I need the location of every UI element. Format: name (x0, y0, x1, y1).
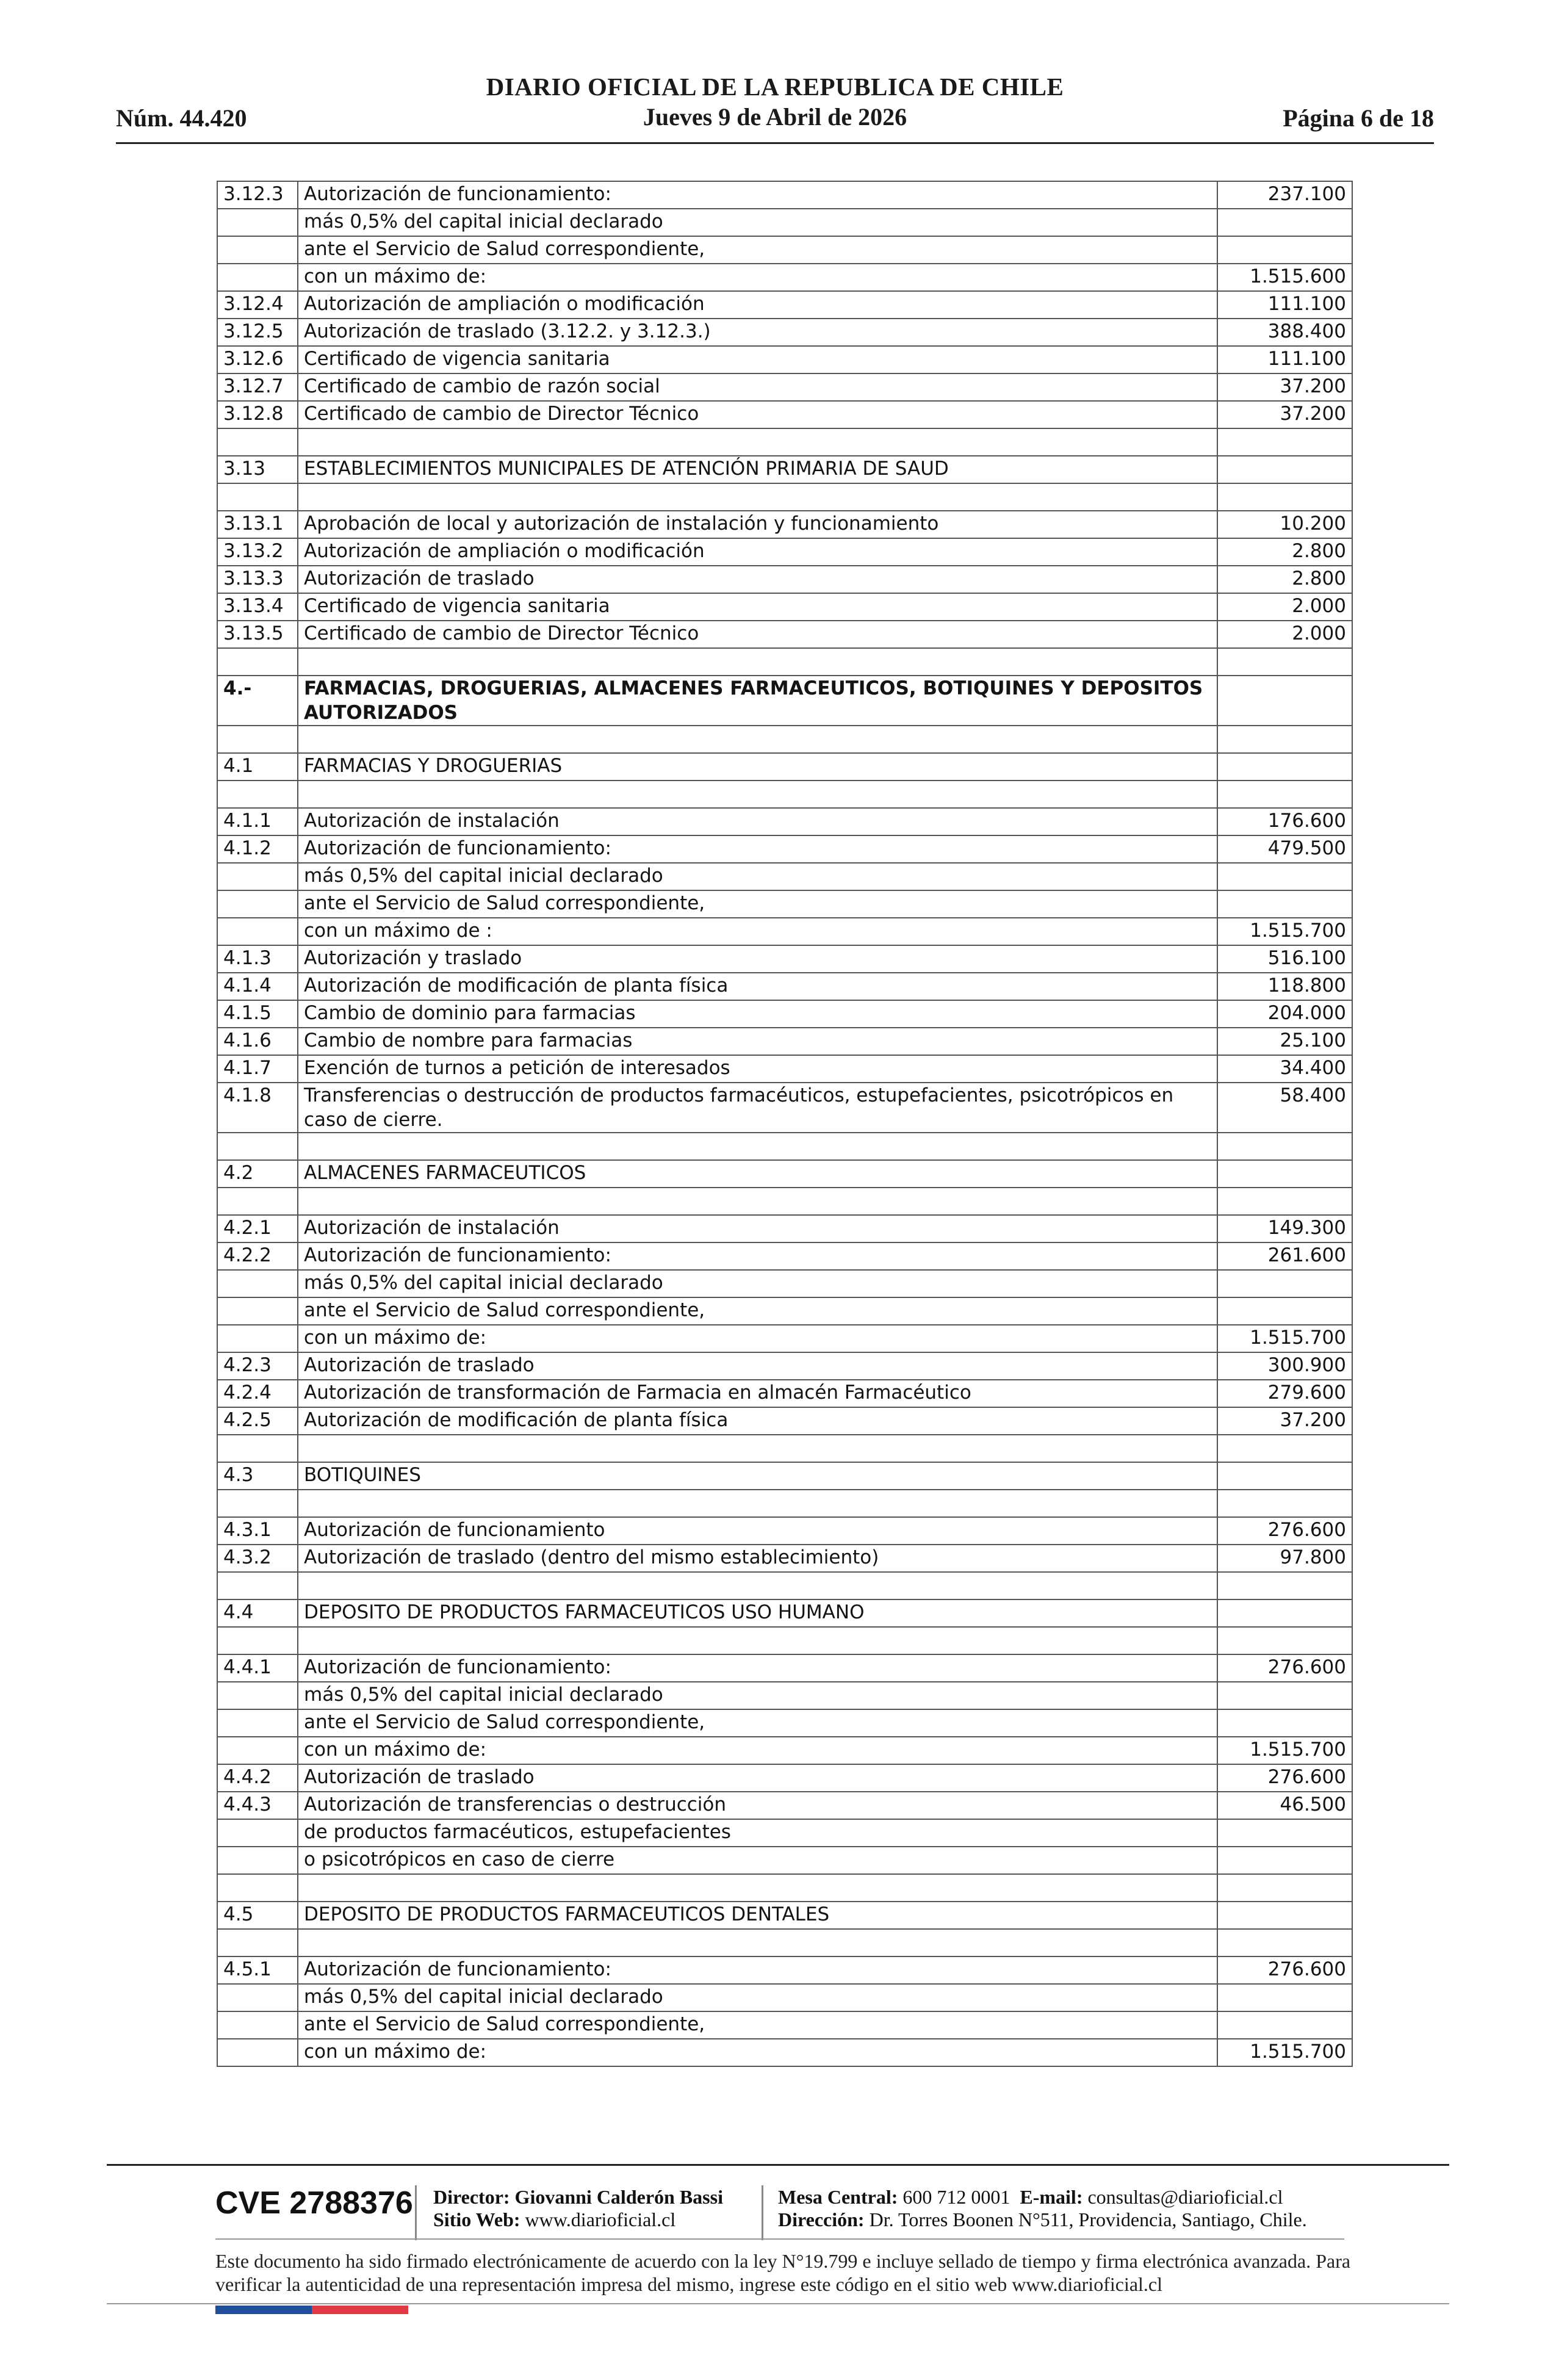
row-amount (1217, 753, 1352, 781)
row-amount: 111.100 (1217, 291, 1352, 319)
row-description: más 0,5% del capital inicial declarado (298, 863, 1217, 890)
row-amount (1217, 726, 1352, 753)
row-description: ALMACENES FARMACEUTICOS (298, 1160, 1217, 1188)
row-description: con un máximo de: (298, 2039, 1217, 2066)
table-row (217, 483, 1352, 511)
row-amount (1217, 676, 1352, 726)
table-row (217, 1627, 1352, 1654)
table-row (217, 1902, 1352, 1929)
row-code: 4.2.1 (217, 1215, 298, 1242)
newspaper-title: DIARIO OFICIAL DE LA REPUBLICA DE CHILE (486, 73, 1064, 101)
row-code: 4.2.3 (217, 1352, 298, 1380)
row-description (298, 1572, 1217, 1599)
row-amount: 10.200 (1217, 511, 1352, 538)
row-amount (1217, 781, 1352, 808)
row-code (217, 1572, 298, 1599)
site-link[interactable]: www.diarioficial.cl (525, 2209, 676, 2230)
row-description: con un máximo de: (298, 1325, 1217, 1352)
row-amount: 1.515.700 (1217, 2039, 1352, 2066)
row-description: DEPOSITO DE PRODUCTOS FARMACEUTICOS USO HUMANO (298, 1599, 1217, 1627)
row-amount: 2.000 (1217, 593, 1352, 621)
row-code (217, 1737, 298, 1764)
row-description: BOTIQUINES (298, 1462, 1217, 1490)
row-description: de productos farmacéuticos, estupefacientes (298, 1819, 1217, 1847)
row-description: ante el Servicio de Salud correspondiente, (298, 890, 1217, 918)
row-amount: 37.200 (1217, 1407, 1352, 1435)
row-code: 4.1.1 (217, 808, 298, 835)
row-code (217, 1709, 298, 1737)
table-row (217, 1297, 1352, 1325)
row-code (217, 1984, 298, 2011)
row-amount: 1.515.600 (1217, 264, 1352, 291)
email-label: E-mail: (1020, 2186, 1083, 2208)
row-amount: 1.515.700 (1217, 918, 1352, 945)
row-description: Certificado de cambio de Director Técnico (298, 621, 1217, 648)
row-code (217, 2039, 298, 2066)
row-description: más 0,5% del capital inicial declarado (298, 1270, 1217, 1297)
row-amount (1217, 1188, 1352, 1215)
row-description: Exención de turnos a petición de interesados (298, 1055, 1217, 1083)
row-amount: 479.500 (1217, 835, 1352, 863)
table-row (217, 401, 1352, 428)
row-code (217, 1133, 298, 1160)
table-row (217, 236, 1352, 264)
row-description: o psicotrópicos en caso de cierre (298, 1847, 1217, 1874)
row-code (217, 1325, 298, 1352)
table-row (217, 566, 1352, 593)
table-row (217, 1215, 1352, 1242)
row-description: Autorización de funcionamiento (298, 1517, 1217, 1545)
row-description (298, 726, 1217, 753)
table-row (217, 1270, 1352, 1297)
row-description: Cambio de nombre para farmacias (298, 1028, 1217, 1055)
row-amount (1217, 1133, 1352, 1160)
row-description: con un máximo de: (298, 264, 1217, 291)
row-code: 4.5.1 (217, 1956, 298, 1984)
row-amount (1217, 1902, 1352, 1929)
footer-divider (215, 2238, 1344, 2240)
address-label: Dirección: (778, 2209, 865, 2230)
row-amount: 97.800 (1217, 1545, 1352, 1572)
row-code (217, 264, 298, 291)
row-amount: 276.600 (1217, 1517, 1352, 1545)
table-row (217, 1407, 1352, 1435)
row-amount (1217, 1462, 1352, 1490)
row-amount (1217, 890, 1352, 918)
issue-date: Jueves 9 de Abril de 2026 (643, 103, 907, 131)
row-code (217, 1847, 298, 1874)
table-row (217, 1956, 1352, 1984)
table-row (217, 1599, 1352, 1627)
row-amount: 58.400 (1217, 1083, 1352, 1133)
row-description: Autorización de instalación (298, 808, 1217, 835)
table-row (217, 538, 1352, 566)
row-description (298, 1627, 1217, 1654)
table-row (217, 973, 1352, 1000)
row-description: Autorización de ampliación o modificación (298, 538, 1217, 566)
row-description: ante el Servicio de Salud correspondiente, (298, 1297, 1217, 1325)
row-amount (1217, 1435, 1352, 1462)
row-description (298, 1435, 1217, 1462)
row-amount (1217, 483, 1352, 511)
fee-table (217, 181, 1353, 2067)
row-amount (1217, 456, 1352, 483)
row-description: Autorización y traslado (298, 945, 1217, 973)
row-description: Autorización de funcionamiento: (298, 835, 1217, 863)
row-code: 4.4.1 (217, 1654, 298, 1682)
director-label: Director: (433, 2186, 510, 2208)
row-description: Certificado de vigencia sanitaria (298, 346, 1217, 373)
table-row (217, 1819, 1352, 1847)
row-description (298, 1490, 1217, 1517)
row-amount: 1.515.700 (1217, 1325, 1352, 1352)
table-row (217, 1984, 1352, 2011)
row-code (217, 1819, 298, 1847)
row-description (298, 648, 1217, 676)
footer-director-block (433, 2186, 723, 2231)
row-description: Autorización de traslado (dentro del mismo establecimiento) (298, 1545, 1217, 1572)
table-row (217, 2011, 1352, 2039)
row-code: 3.12.8 (217, 401, 298, 428)
row-description: Autorización de traslado (298, 1764, 1217, 1792)
table-row (217, 2039, 1352, 2066)
row-amount (1217, 209, 1352, 236)
row-code (217, 1490, 298, 1517)
row-code (217, 890, 298, 918)
row-description (298, 1929, 1217, 1956)
row-code: 4.1.4 (217, 973, 298, 1000)
row-code (217, 1627, 298, 1654)
row-code: 4.2.5 (217, 1407, 298, 1435)
row-description: FARMACIAS Y DROGUERIAS (298, 753, 1217, 781)
row-amount (1217, 1270, 1352, 1297)
table-row (217, 1874, 1352, 1902)
row-amount (1217, 648, 1352, 676)
row-amount (1217, 1297, 1352, 1325)
row-code: 4.2.2 (217, 1242, 298, 1270)
row-code: 3.13.2 (217, 538, 298, 566)
row-code: 4.4 (217, 1599, 298, 1627)
row-code: 4.3.2 (217, 1545, 298, 1572)
row-amount (1217, 1819, 1352, 1847)
table-row (217, 676, 1352, 726)
table-row (217, 1083, 1352, 1133)
row-description: con un máximo de : (298, 918, 1217, 945)
table-row (217, 1764, 1352, 1792)
row-amount: 149.300 (1217, 1215, 1352, 1242)
table-row (217, 511, 1352, 538)
table-row (217, 1737, 1352, 1764)
table-row (217, 863, 1352, 890)
row-description: Autorización de modificación de planta física (298, 1407, 1217, 1435)
row-description (298, 781, 1217, 808)
table-row (217, 181, 1352, 209)
table-row (217, 1242, 1352, 1270)
row-amount (1217, 1490, 1352, 1517)
table-row (217, 753, 1352, 781)
table-row (217, 726, 1352, 753)
table-row (217, 621, 1352, 648)
table-row (217, 1000, 1352, 1028)
row-amount: 2.800 (1217, 538, 1352, 566)
footer-separator (415, 2185, 417, 2240)
row-code: 4.- (217, 676, 298, 726)
row-amount: 388.400 (1217, 319, 1352, 346)
table-row (217, 1929, 1352, 1956)
row-description: Autorización de funcionamiento: (298, 1956, 1217, 1984)
row-amount: 261.600 (1217, 1242, 1352, 1270)
row-amount (1217, 1572, 1352, 1599)
row-code: 3.13.3 (217, 566, 298, 593)
table-row (217, 1160, 1352, 1188)
row-code: 3.13.1 (217, 511, 298, 538)
row-amount: 300.900 (1217, 1352, 1352, 1380)
table-row (217, 456, 1352, 483)
fee-table-body (217, 181, 1352, 2066)
site-label: Sitio Web: (433, 2209, 520, 2230)
row-amount (1217, 1627, 1352, 1654)
footer-contact-block (778, 2186, 1307, 2231)
row-code: 4.1.3 (217, 945, 298, 973)
row-code: 3.13.5 (217, 621, 298, 648)
table-row (217, 1055, 1352, 1083)
row-amount: 176.600 (1217, 808, 1352, 835)
row-description: más 0,5% del capital inicial declarado (298, 1984, 1217, 2011)
row-description: Autorización de modificación de planta física (298, 973, 1217, 1000)
row-code: 3.12.3 (217, 181, 298, 209)
table-row (217, 319, 1352, 346)
row-amount: 276.600 (1217, 1654, 1352, 1682)
table-row (217, 1490, 1352, 1517)
row-description: Autorización de ampliación o modificación (298, 291, 1217, 319)
row-code: 4.4.3 (217, 1792, 298, 1819)
row-description: Autorización de traslado (3.12.2. y 3.12.3.) (298, 319, 1217, 346)
phone-value: 600 712 0001 (902, 2186, 1010, 2208)
row-code (217, 1435, 298, 1462)
row-amount (1217, 1160, 1352, 1188)
row-code (217, 2011, 298, 2039)
row-description (298, 1874, 1217, 1902)
row-code: 3.13 (217, 456, 298, 483)
row-amount: 516.100 (1217, 945, 1352, 973)
row-code (217, 209, 298, 236)
phone-label: Mesa Central: (778, 2186, 898, 2208)
row-description: Autorización de funcionamiento: (298, 181, 1217, 209)
row-amount: 34.400 (1217, 1055, 1352, 1083)
table-row (217, 1517, 1352, 1545)
row-description: más 0,5% del capital inicial declarado (298, 209, 1217, 236)
row-description: con un máximo de: (298, 1737, 1217, 1764)
row-code (217, 1270, 298, 1297)
table-row (217, 428, 1352, 456)
table-row (217, 1462, 1352, 1490)
row-description: ESTABLECIMIENTOS MUNICIPALES DE ATENCIÓN PRIMARIA DE SAUD (298, 456, 1217, 483)
row-amount: 37.200 (1217, 401, 1352, 428)
row-code (217, 726, 298, 753)
row-code (217, 1188, 298, 1215)
row-description: ante el Servicio de Salud correspondiente, (298, 1709, 1217, 1737)
table-row (217, 346, 1352, 373)
row-amount: 2.000 (1217, 621, 1352, 648)
row-code (217, 483, 298, 511)
row-amount (1217, 1682, 1352, 1709)
row-description: Certificado de cambio de razón social (298, 373, 1217, 401)
row-description: más 0,5% del capital inicial declarado (298, 1682, 1217, 1709)
row-description: Transferencias o destrucción de productos farmacéuticos, estupefacientes, psicotrópicos en caso de cierre. (298, 1083, 1217, 1133)
row-code (217, 236, 298, 264)
row-amount: 25.100 (1217, 1028, 1352, 1055)
table-row (217, 1654, 1352, 1682)
row-code: 4.1.2 (217, 835, 298, 863)
table-row (217, 209, 1352, 236)
table-row (217, 373, 1352, 401)
row-description: Certificado de cambio de Director Técnico (298, 401, 1217, 428)
row-code: 4.4.2 (217, 1764, 298, 1792)
table-row (217, 291, 1352, 319)
page-header (116, 72, 1434, 144)
row-amount (1217, 1709, 1352, 1737)
row-code: 3.12.5 (217, 319, 298, 346)
table-row (217, 1435, 1352, 1462)
table-row (217, 1380, 1352, 1407)
row-description: Autorización de funcionamiento: (298, 1242, 1217, 1270)
row-description: FARMACIAS, DROGUERIAS, ALMACENES FARMACEUTICOS, BOTIQUINES Y DEPOSITOS AUTORIZADOS (298, 676, 1217, 726)
row-code (217, 428, 298, 456)
table-row (217, 890, 1352, 918)
row-description (298, 1188, 1217, 1215)
row-amount: 2.800 (1217, 566, 1352, 593)
row-description: Autorización de funcionamiento: (298, 1654, 1217, 1682)
row-code: 4.2 (217, 1160, 298, 1188)
row-description (298, 1133, 1217, 1160)
row-description: ante el Servicio de Salud correspondiente, (298, 236, 1217, 264)
table-row (217, 1847, 1352, 1874)
row-description (298, 428, 1217, 456)
email-link[interactable]: consultas@diarioficial.cl (1087, 2186, 1283, 2208)
row-code: 4.5 (217, 1902, 298, 1929)
row-code (217, 781, 298, 808)
row-code: 4.1.8 (217, 1083, 298, 1133)
row-amount (1217, 2011, 1352, 2039)
row-description: Aprobación de local y autorización de instalación y funcionamiento (298, 511, 1217, 538)
flag-bar-blue (215, 2306, 312, 2314)
row-description: Autorización de transferencias o destrucción (298, 1792, 1217, 1819)
row-code: 4.2.4 (217, 1380, 298, 1407)
row-amount: 276.600 (1217, 1956, 1352, 1984)
table-row (217, 1352, 1352, 1380)
director-name: Giovanni Calderón Bassi (514, 2186, 723, 2208)
table-row (217, 1325, 1352, 1352)
row-amount: 276.600 (1217, 1764, 1352, 1792)
row-amount (1217, 1874, 1352, 1902)
row-amount: 279.600 (1217, 1380, 1352, 1407)
row-code: 3.12.6 (217, 346, 298, 373)
table-row (217, 648, 1352, 676)
table-row (217, 1792, 1352, 1819)
row-code: 4.3 (217, 1462, 298, 1490)
row-description: Autorización de instalación (298, 1215, 1217, 1242)
table-row (217, 593, 1352, 621)
row-description (298, 483, 1217, 511)
issue-number: Núm. 44.420 (116, 104, 247, 132)
masthead (116, 72, 1434, 131)
table-row (217, 835, 1352, 863)
row-amount (1217, 1847, 1352, 1874)
row-code: 4.1.5 (217, 1000, 298, 1028)
address-value: Dr. Torres Boonen N°511, Providencia, Santiago, Chile. (869, 2209, 1307, 2230)
table-row (217, 1545, 1352, 1572)
row-description: Autorización de traslado (298, 566, 1217, 593)
row-description: Autorización de transformación de Farmacia en almacén Farmacéutico (298, 1380, 1217, 1407)
row-code: 3.12.7 (217, 373, 298, 401)
row-code (217, 1874, 298, 1902)
row-code (217, 648, 298, 676)
table-row (217, 1188, 1352, 1215)
row-amount (1217, 1984, 1352, 2011)
row-amount: 46.500 (1217, 1792, 1352, 1819)
table-row (217, 1133, 1352, 1160)
row-code (217, 1297, 298, 1325)
row-amount: 118.800 (1217, 973, 1352, 1000)
row-code: 4.1.6 (217, 1028, 298, 1055)
table-row (217, 1709, 1352, 1737)
row-code: 4.3.1 (217, 1517, 298, 1545)
table-row (217, 1572, 1352, 1599)
row-amount: 237.100 (1217, 181, 1352, 209)
row-amount: 1.515.700 (1217, 1737, 1352, 1764)
row-amount (1217, 1929, 1352, 1956)
row-amount: 111.100 (1217, 346, 1352, 373)
footer-divider (107, 2303, 1449, 2304)
footer-divider (107, 2164, 1449, 2166)
row-code (217, 1682, 298, 1709)
row-code (217, 863, 298, 890)
row-code: 3.13.4 (217, 593, 298, 621)
page-number: Página 6 de 18 (1283, 104, 1434, 132)
row-amount: 204.000 (1217, 1000, 1352, 1028)
table-row (217, 1682, 1352, 1709)
row-description: ante el Servicio de Salud correspondiente, (298, 2011, 1217, 2039)
table-row (217, 264, 1352, 291)
row-amount: 37.200 (1217, 373, 1352, 401)
row-code: 4.1 (217, 753, 298, 781)
row-code: 4.1.7 (217, 1055, 298, 1083)
table-row (217, 781, 1352, 808)
row-code (217, 918, 298, 945)
table-row (217, 808, 1352, 835)
cve-code: CVE 2788376 (215, 2185, 413, 2221)
row-amount (1217, 428, 1352, 456)
row-code: 3.12.4 (217, 291, 298, 319)
row-description: Certificado de vigencia sanitaria (298, 593, 1217, 621)
signature-note: Este documento ha sido firmado electrónicamente de acuerdo con la ley N°19.799 e incluye sellado de tiempo y firma electrónica avanzada. Para verificar la autenticidad de una representación impresa del mismo, ingrese este código en el sitio web www.diarioficial.cl (215, 2250, 1351, 2295)
row-amount (1217, 236, 1352, 264)
table-row (217, 1028, 1352, 1055)
table-row (217, 945, 1352, 973)
row-code (217, 1929, 298, 1956)
row-amount (1217, 1599, 1352, 1627)
row-amount (1217, 863, 1352, 890)
row-description: Cambio de dominio para farmacias (298, 1000, 1217, 1028)
flag-bar-red (312, 2306, 408, 2314)
table-row (217, 918, 1352, 945)
row-description: DEPOSITO DE PRODUCTOS FARMACEUTICOS DENTALES (298, 1902, 1217, 1929)
row-description: Autorización de traslado (298, 1352, 1217, 1380)
footer-separator (762, 2185, 763, 2240)
